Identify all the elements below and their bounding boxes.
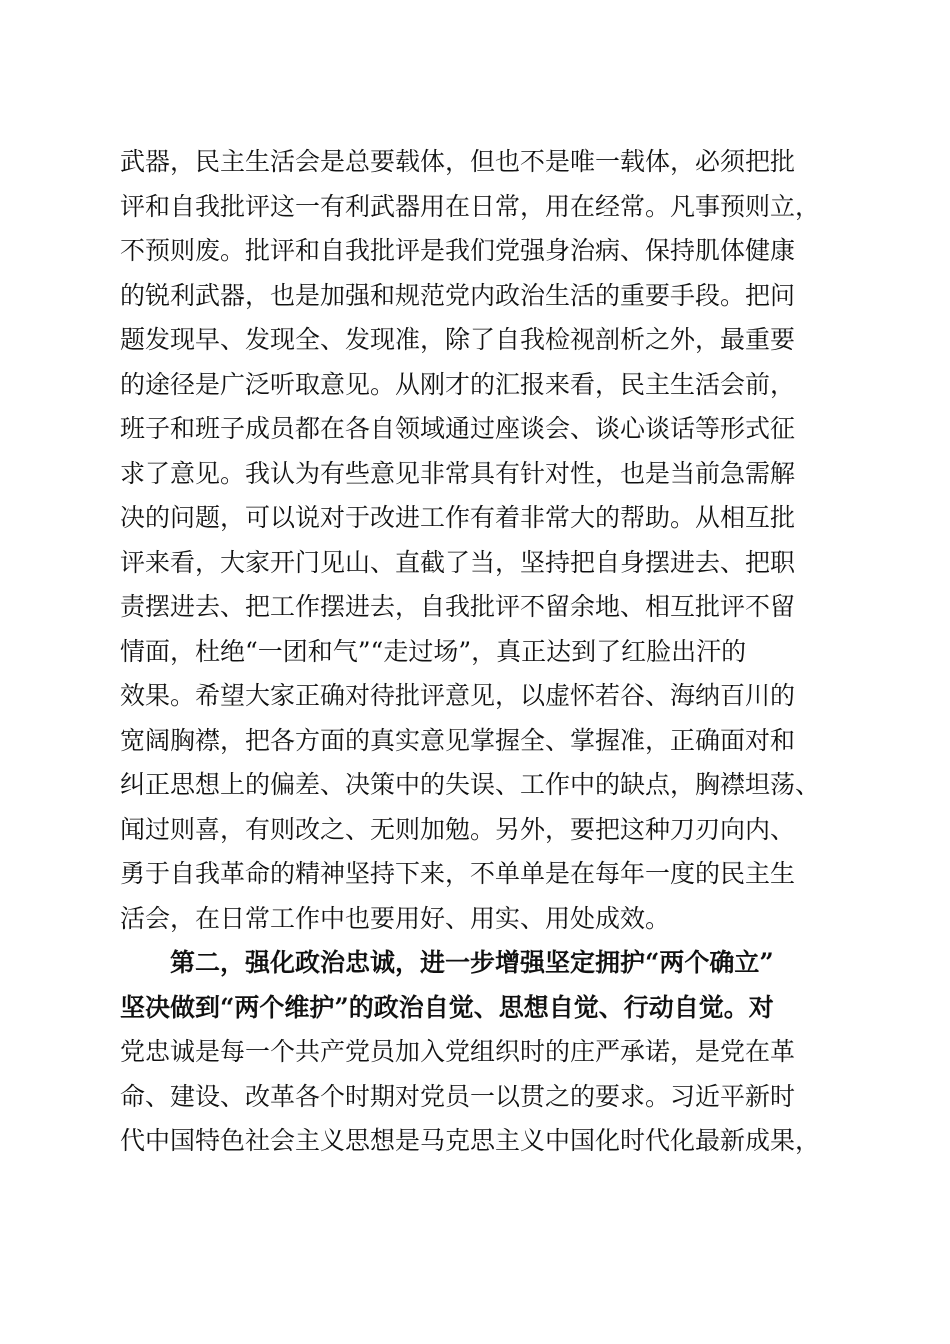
text-line: 宽阔胸襟，把各方面的真实意见掌握全、掌握准，正确面对和 <box>120 725 796 755</box>
text-line: 闻过则喜，有则改之、无则加勉。另外，要把这种刀刃向内、 <box>120 814 796 844</box>
text-line: 情面，杜绝“一团和气”“走过场”，真正达到了红脸出汗的 <box>120 636 747 666</box>
text-line: 的锐利武器，也是加强和规范党内政治生活的重要手段。把问 <box>120 280 796 310</box>
text-line: 班子和班子成员都在各自领域通过座谈会、谈心谈话等形式征 <box>120 414 796 443</box>
text-line: 党忠诚是每一个共产党员加入党组织时的庄严承诺，是党在革 <box>120 1037 796 1066</box>
text-line: 评和自我批评这一有利武器用在日常，用在经常。凡事预则立， <box>120 191 821 221</box>
text-line: 的途径是广泛听取意见。从刚才的汇报来看，民主生活会前， <box>120 369 796 399</box>
text-line: 第二，强化政治忠诚，进一步增强坚定拥护“两个确立” <box>170 948 774 977</box>
text-line: 评来看，大家开门见山、直截了当，坚持把自身摆进去、把职 <box>120 547 796 577</box>
text-line: 武器，民主生活会是总要载体，但也不是唯一载体，必须把批 <box>120 147 796 176</box>
text-line: 代中国特色社会主义思想是马克思主义中国化时代化最新成果， <box>120 1126 821 1155</box>
body-text <box>120 140 860 1164</box>
text-line: 命、建设、改革各个时期对党员一以贯之的要求。习近平新时 <box>120 1081 796 1111</box>
text-line: 求了意见。我认为有些意见非常具有针对性，也是当前急需解 <box>120 458 796 488</box>
text-line: 决的问题，可以说对于改进工作有着非常大的帮助。从相互批 <box>120 503 796 532</box>
text-line: 不预则废。批评和自我批评是我们党强身治病、保持肌体健康 <box>120 236 796 265</box>
text-line: 题发现早、发现全、发现准，除了自我检视剖析之外，最重要 <box>120 325 796 354</box>
text-line: 活会，在日常工作中也要用好、用实、用处成效。 <box>120 903 671 933</box>
text-line: 纠正思想上的偏差、决策中的失误、工作中的缺点，胸襟坦荡、 <box>120 770 821 799</box>
text-line: 效果。希望大家正确对待批评意见，以虚怀若谷、海纳百川的 <box>120 681 796 710</box>
text-line: 责摆进去、把工作摆进去，自我批评不留余地、相互批评不留 <box>120 592 796 621</box>
text-line: 勇于自我革命的精神坚持下来，不单单是在每年一度的民主生 <box>120 859 796 888</box>
text-line: 坚决做到“两个维护”的政治自觉、思想自觉、行动自觉。对 <box>120 992 774 1022</box>
